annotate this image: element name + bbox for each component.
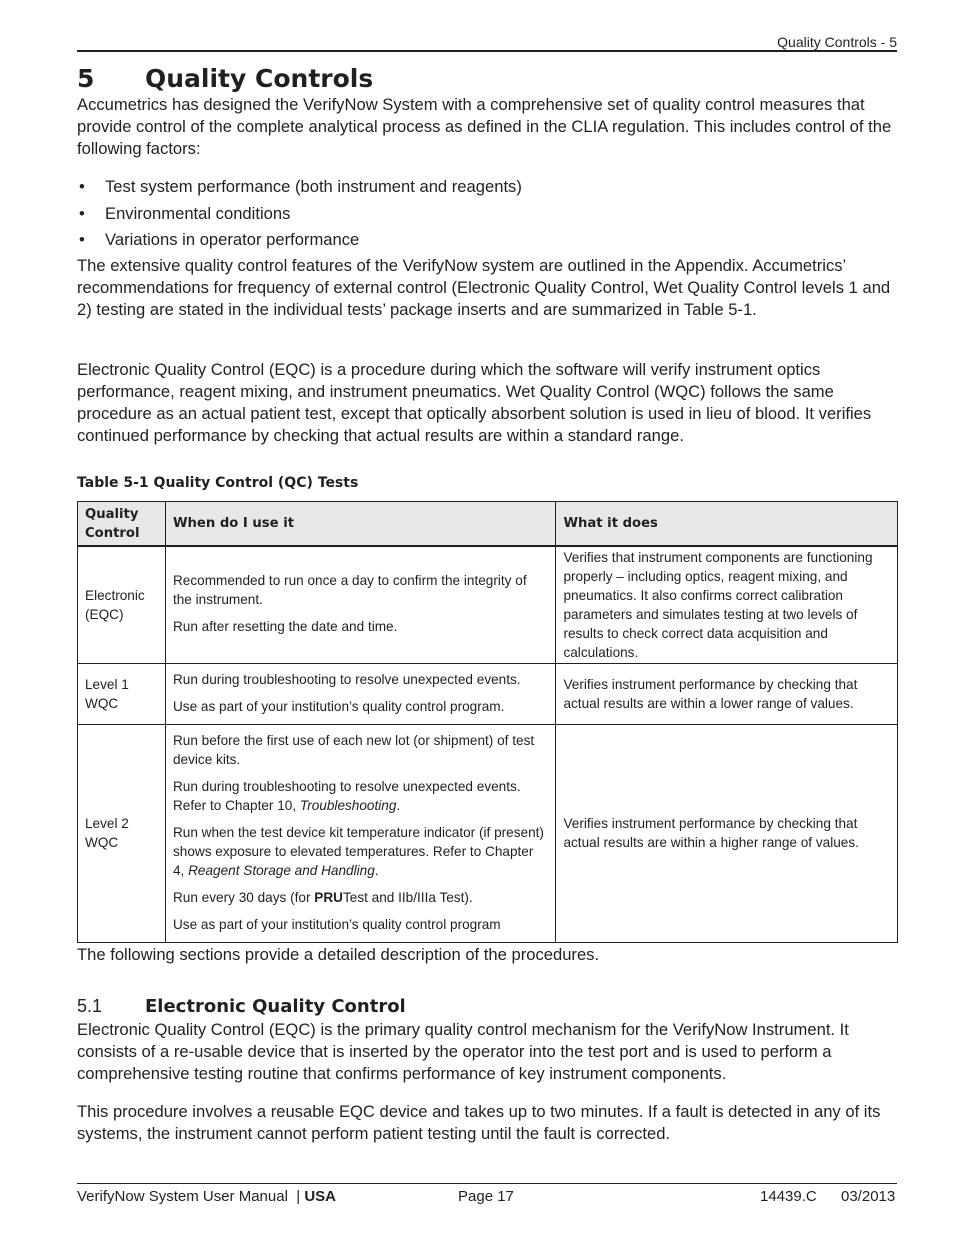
chapter-title: Quality Controls <box>145 64 374 93</box>
section-number: 5.1 <box>77 996 103 1016</box>
qc-cell <box>78 546 166 663</box>
table-row <box>78 663 898 724</box>
table-header-row <box>78 502 898 547</box>
eqc-wqc-paragraph: Electronic Quality Control (EQC) is a procedure during which the software will verify instrument optics performance, reagent mixing, and instrument pneumatics. Wet Quality Control (WQC) follows the same procedure as an actual patient test, except that optically absorbent solution is used in lieu of blood. It verifies continued performance by checking that actual results are within a standard range. <box>77 360 872 445</box>
footer-rule <box>77 1183 897 1184</box>
header-quality-control <box>78 502 166 547</box>
footer-separator: | <box>296 1188 301 1205</box>
what-cell <box>556 663 898 724</box>
when-item: Recommended to run once a day to confirm the integrity of the instrument. <box>172 573 527 608</box>
qc-type: Level 1 WQC <box>85 676 129 711</box>
when-item: Run every 30 days (for PRUTest and IIb/IIIa Test). <box>172 889 473 905</box>
when-cell <box>165 663 555 724</box>
what-text: Verifies that instrument components are functioning properly – including optics, reagent mixing, and pneumatics. It also confirms correct calibration parameters and simulates testing at two levels of results to check correct data acquisition and calculations. <box>563 549 873 660</box>
intro-paragraph: Accumetrics has designed the VerifyNow System with a comprehensive set of quality control measures that provide control of the complete analytical process as defined in the CLIA regulation. This includes control of the following factors: <box>77 95 892 158</box>
footer-page: Page 17 <box>458 1188 514 1205</box>
when-item: Run during troubleshooting to resolve unexpected events. Refer to Chapter 10, Troubleshooting. <box>172 778 521 813</box>
when-cell <box>165 724 555 942</box>
footer-date: 03/2013 <box>841 1188 896 1205</box>
header-label: Quality Control <box>85 506 140 541</box>
following-paragraph: The following sections provide a detailed description of the procedures. <box>77 945 600 964</box>
when-item: Run before the first use of each new lot (or shipment) of test device kits. <box>172 732 535 767</box>
chapter-number: 5 <box>77 64 95 93</box>
what-text: Verifies instrument performance by checking that actual results are within a lower range of values. <box>563 676 858 711</box>
eqc-procedure-paragraph: This procedure involves a reusable EQC device and takes up to two minutes. If a fault is detected in any of its systems, the instrument cannot perform patient testing until the fault is corrected. <box>77 1102 881 1143</box>
footer-region: USA <box>304 1188 336 1205</box>
list-item: • Environmental conditions <box>77 203 897 230</box>
list-item: • Test system performance (both instrument and reagents) <box>77 176 897 203</box>
header-label: When do I use it <box>172 516 295 531</box>
features-paragraph: The extensive quality control features of the VerifyNow system are outlined in the Appendix. Accumetrics’ recommendations for frequency of external control (Electronic Quality Control, Wet Quality Control levels 1 and 2) testing are stated in the individual tests’ package inserts and are summarized in Table 5-1. <box>77 256 891 319</box>
qc-type: Level 2 WQC <box>85 816 129 850</box>
what-text: Verifies instrument performance by checking that actual results are within a higher range of values. <box>563 816 859 850</box>
running-header: Quality Controls - 5 <box>777 34 897 50</box>
qc-table <box>77 501 898 943</box>
table-caption: Table 5-1 Quality Control (QC) Tests <box>77 475 359 491</box>
eqc-primary-paragraph: Electronic Quality Control (EQC) is the primary quality control mechanism for the VerifyNow Instrument. It consists of a re-usable device that is inserted by the operator into the test port and is used to perform a comprehensive testing routine that confirms performance of key instrument components. <box>77 1020 849 1083</box>
header-what <box>556 502 898 547</box>
what-cell <box>556 546 898 663</box>
qc-cell <box>78 663 166 724</box>
header-when <box>165 502 555 547</box>
chapter-heading <box>77 64 373 93</box>
footer-doc-number: 14439.C <box>760 1188 817 1205</box>
table-row <box>78 724 898 942</box>
list-item: • Variations in operator performance <box>77 229 897 256</box>
when-item: Run after resetting the date and time. <box>172 619 398 635</box>
qc-type: Electronic (EQC) <box>85 587 145 622</box>
table-row <box>78 546 898 663</box>
when-item: Run when the test device kit temperature indicator (if present) shows exposure to elevated temperatures. Refer to Chapter 4, Reagent Storage and Handling. <box>172 824 544 878</box>
when-item: Use as part of your institution’s quality control program. <box>172 698 505 714</box>
footer-manual-title: VerifyNow System User Manual <box>77 1188 288 1205</box>
when-cell <box>165 546 555 663</box>
header-label: What it does <box>563 516 658 531</box>
what-cell <box>556 724 898 942</box>
qc-cell <box>78 724 166 942</box>
when-item: Run during troubleshooting to resolve unexpected events. <box>172 671 521 687</box>
footer-manual <box>77 1188 336 1205</box>
section-title: Electronic Quality Control <box>145 996 406 1017</box>
header-rule <box>77 50 897 52</box>
when-item: Use as part of your institution’s quality control program <box>172 916 501 932</box>
factors-list <box>77 176 897 256</box>
section-heading <box>77 996 406 1017</box>
